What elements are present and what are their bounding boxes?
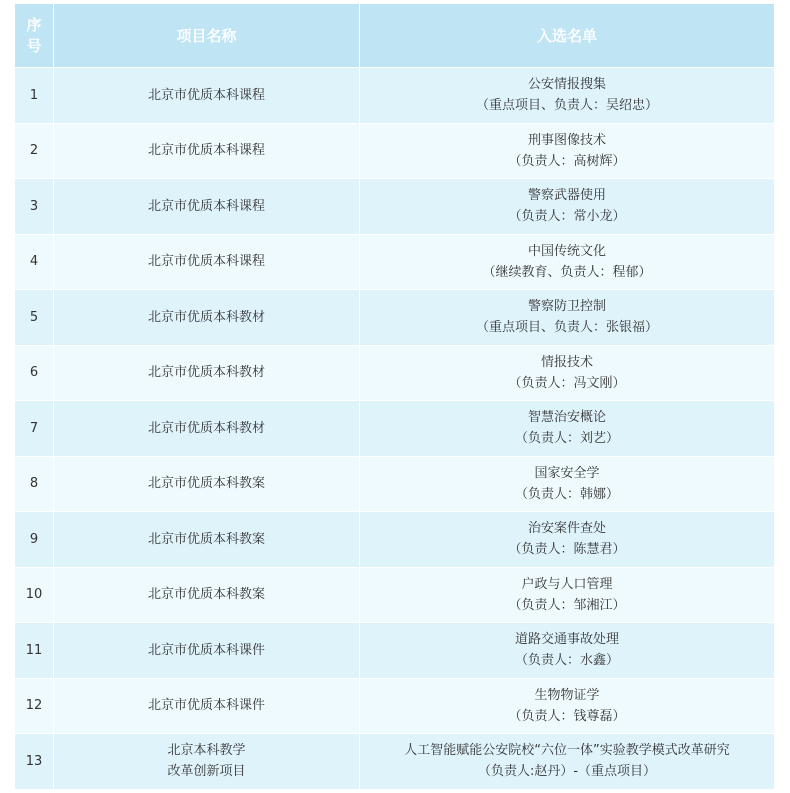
- row-project-name: [54, 345, 360, 401]
- header-row: [15, 4, 775, 68]
- row-index: 5: [15, 290, 54, 346]
- project-name-line: 北京市优质本科课程: [147, 254, 265, 270]
- entry-detail: （负责人：韩娜）: [514, 486, 619, 502]
- table-row: [15, 234, 775, 290]
- entry-detail: （负责人：陈慧君）: [508, 542, 626, 558]
- row-index: 2: [15, 123, 54, 179]
- project-name-line: 北京市优质本科教材: [147, 365, 265, 381]
- entry-title: 公安情报搜集: [527, 77, 606, 93]
- header-project: 项目名称: [54, 4, 360, 68]
- table-row: [15, 68, 775, 124]
- selection-table: [14, 4, 775, 790]
- table-header: [15, 4, 775, 68]
- entry-detail: （负责人：冯文刚）: [508, 375, 626, 391]
- entry-detail: （负责人：水鑫）: [514, 653, 619, 669]
- entry-title: 警察武器使用: [527, 188, 606, 204]
- row-index: 3: [15, 179, 54, 235]
- row-project-name: [54, 512, 360, 568]
- row-selected-entry: [360, 567, 775, 623]
- entry-title: 户政与人口管理: [521, 576, 613, 592]
- entry-title: 智慧治安概论: [527, 410, 606, 426]
- row-project-name: [54, 68, 360, 124]
- row-project-name: [54, 123, 360, 179]
- row-project-name: [54, 290, 360, 346]
- entry-title: 人工智能赋能公安院校“六位一体”实验教学模式改革研究: [404, 743, 730, 759]
- row-selected-entry: [360, 678, 775, 734]
- entry-detail: （负责人:赵丹）-（重点项目）: [477, 764, 657, 780]
- table-row: [15, 123, 775, 179]
- project-name-line: 北京市优质本科教材: [147, 420, 265, 436]
- row-selected-entry: [360, 623, 775, 679]
- table-body: [15, 68, 775, 790]
- entry-detail: （重点项目、负责人：张银福）: [475, 320, 658, 336]
- selection-table-container: [14, 4, 774, 790]
- project-name-line: 北京市优质本科教材: [147, 309, 265, 325]
- row-selected-entry: [360, 734, 775, 790]
- row-project-name: [54, 401, 360, 457]
- row-index: 8: [15, 456, 54, 512]
- row-index: 1: [15, 68, 54, 124]
- header-selected: 入选名单: [360, 4, 775, 68]
- row-index: 13: [15, 734, 54, 790]
- entry-title: 中国传统文化: [527, 243, 606, 259]
- entry-title: 治安案件查处: [527, 521, 606, 537]
- row-project-name: [54, 567, 360, 623]
- row-selected-entry: [360, 234, 775, 290]
- entry-title: 国家安全学: [534, 465, 600, 481]
- entry-detail: （负责人：高树辉）: [508, 153, 626, 169]
- row-project-name: [54, 456, 360, 512]
- entry-title: 警察防卫控制: [527, 299, 606, 315]
- row-selected-entry: [360, 123, 775, 179]
- project-name-line: 北京市优质本科课件: [147, 642, 265, 658]
- table-row: [15, 290, 775, 346]
- table-row: [15, 678, 775, 734]
- row-selected-entry: [360, 68, 775, 124]
- row-project-name: [54, 734, 360, 790]
- entry-title: 情报技术: [540, 354, 593, 370]
- project-name-line: 北京市优质本科课程: [147, 198, 265, 214]
- header-index-line1: 序: [26, 15, 42, 34]
- entry-title: 刑事图像技术: [527, 132, 606, 148]
- row-project-name: [54, 678, 360, 734]
- table-row: [15, 345, 775, 401]
- table-row: [15, 456, 775, 512]
- row-project-name: [54, 179, 360, 235]
- project-name-line: 北京市优质本科课程: [147, 87, 265, 103]
- row-index: 11: [15, 623, 54, 679]
- row-selected-entry: [360, 512, 775, 568]
- entry-detail: （重点项目、负责人：吴绍忠）: [475, 98, 658, 114]
- row-selected-entry: [360, 456, 775, 512]
- entry-title: 道路交通事故处理: [514, 632, 619, 648]
- project-name-line: 北京市优质本科教案: [147, 531, 265, 547]
- row-project-name: [54, 234, 360, 290]
- project-name-line: 北京市优质本科教案: [147, 587, 265, 603]
- row-index: 10: [15, 567, 54, 623]
- header-index-line2: 号: [26, 36, 42, 55]
- table-row: [15, 623, 775, 679]
- row-selected-entry: [360, 290, 775, 346]
- row-index: 4: [15, 234, 54, 290]
- table-row: [15, 179, 775, 235]
- entry-detail: （负责人：邹湘江）: [508, 597, 626, 613]
- table-row: [15, 401, 775, 457]
- table-row: [15, 567, 775, 623]
- row-selected-entry: [360, 401, 775, 457]
- table-row: [15, 734, 775, 790]
- row-project-name: [54, 623, 360, 679]
- row-index: 12: [15, 678, 54, 734]
- project-name-line: 改革创新项目: [167, 764, 246, 780]
- entry-detail: （负责人：钱尊磊）: [508, 708, 626, 724]
- entry-detail: （负责人：刘艺）: [514, 431, 619, 447]
- project-name-line: 北京本科教学: [167, 743, 246, 759]
- header-index: [15, 4, 54, 68]
- row-index: 7: [15, 401, 54, 457]
- row-selected-entry: [360, 345, 775, 401]
- entry-detail: （继续教育、负责人：程郁）: [482, 264, 652, 280]
- entry-detail: （负责人：常小龙）: [508, 209, 626, 225]
- row-index: 6: [15, 345, 54, 401]
- row-selected-entry: [360, 179, 775, 235]
- project-name-line: 北京市优质本科课件: [147, 698, 265, 714]
- project-name-line: 北京市优质本科教案: [147, 476, 265, 492]
- entry-title: 生物物证学: [534, 687, 600, 703]
- table-row: [15, 512, 775, 568]
- project-name-line: 北京市优质本科课程: [147, 143, 265, 159]
- row-index: 9: [15, 512, 54, 568]
